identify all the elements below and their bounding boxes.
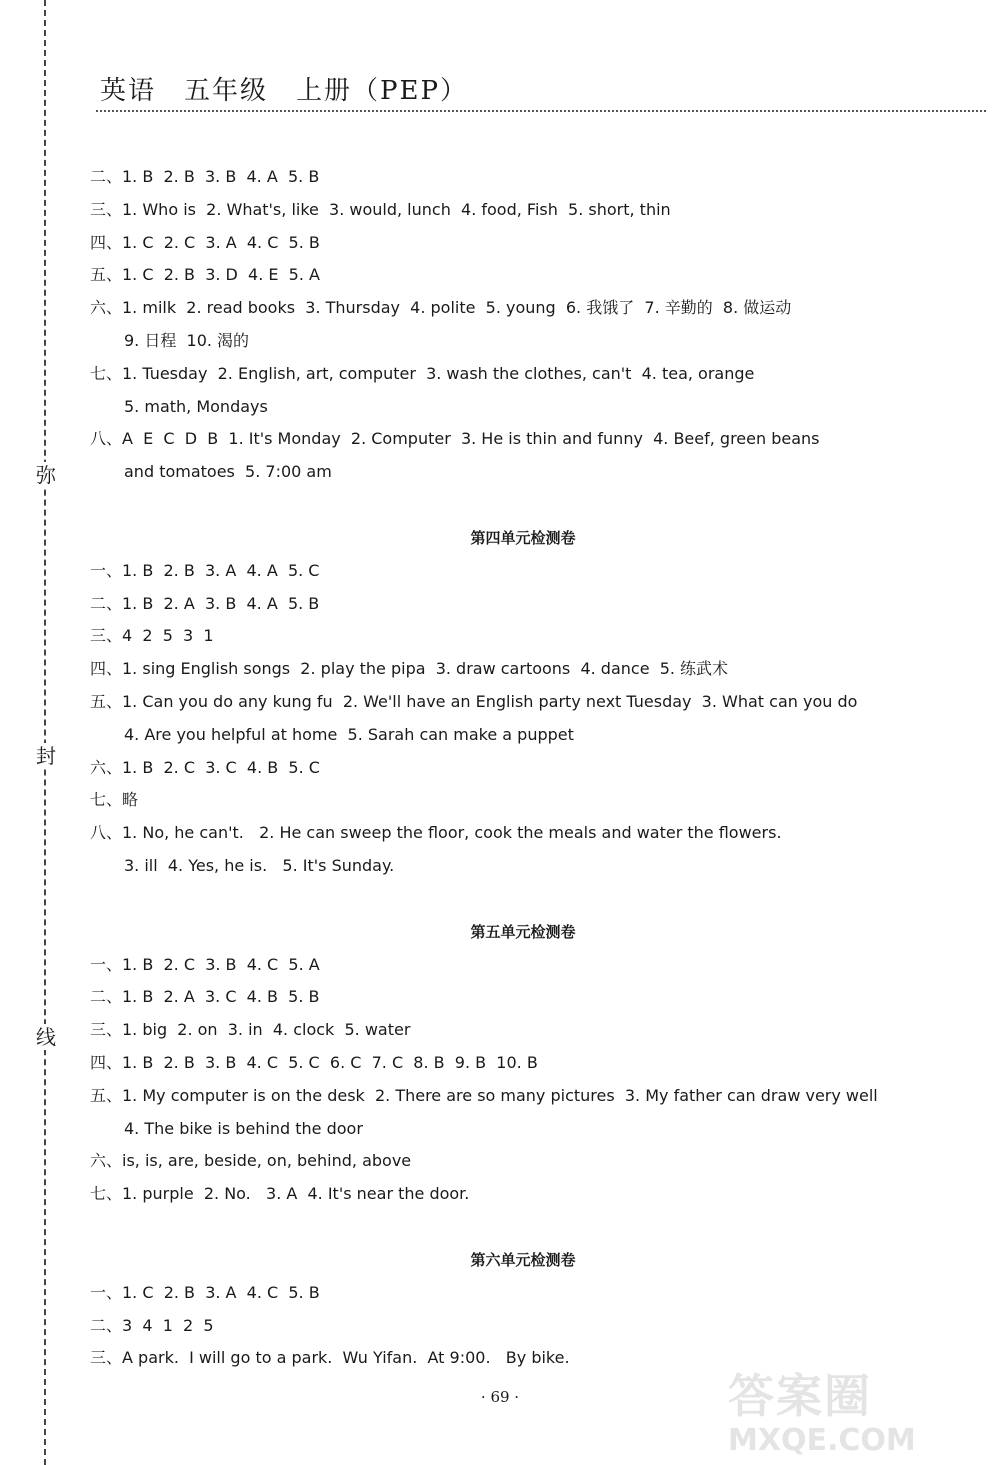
unit5-title: 第五单元检测卷 (470, 922, 576, 941)
answer-line-continued: 9. 日程 10. 渴的 (124, 330, 250, 350)
page-header-title: 英语 五年级 上册（PEP） (100, 76, 468, 106)
answer-line: 五、1. My computer is on the desk 2. There are so many pictures 3. My father can draw very well (90, 1085, 878, 1105)
answer-line: 二、1. B 2. A 3. C 4. B 5. B (90, 987, 320, 1007)
watermark-main-text: 答案圈 (728, 1369, 872, 1423)
answer-line: 五、1. Can you do any kung fu 2. We'll have an English party next Tuesday 3. What can you do (90, 691, 858, 711)
answer-line-continued: 4. The bike is behind the door (124, 1118, 363, 1138)
answer-line: 七、1. Tuesday 2. English, art, computer 3. wash the clothes, can't 4. tea, orange (90, 363, 755, 383)
binding-char-xian: 线 (36, 1025, 56, 1049)
answer-line: 七、1. purple 2. No. 3. A 4. It's near the door. (90, 1184, 470, 1204)
answer-line: 四、1. C 2. C 3. A 4. C 5. B (90, 232, 320, 252)
binding-char-mi: 弥 (36, 463, 56, 487)
header-dotted-rule (96, 110, 986, 112)
answer-line-continued: 3. ill 4. Yes, he is. 5. It's Sunday. (124, 855, 395, 875)
answer-line: 四、1. B 2. B 3. B 4. C 5. C 6. C 7. C 8. B 9. B 10. B (90, 1052, 538, 1072)
answer-line: 六、is, is, are, beside, on, behind, above (90, 1151, 412, 1171)
answer-line: 三、A park. I will go to a park. Wu Yifan. At 9:00. By bike. (90, 1348, 570, 1368)
binding-dashed-line (44, 0, 46, 1465)
answer-line: 三、1. big 2. on 3. in 4. clock 5. water (90, 1020, 411, 1040)
answer-line: 四、1. sing English songs 2. play the pipa 3. draw cartoons 4. dance 5. 练武术 (90, 659, 729, 679)
answer-line: 六、1. B 2. C 3. C 4. B 5. C (90, 757, 320, 777)
unit4-title: 第四单元检测卷 (470, 528, 576, 547)
answer-line: 一、1. C 2. B 3. A 4. C 5. B (90, 1282, 320, 1302)
unit4-block (90, 555, 970, 883)
answer-line: 三、4 2 5 3 1 (90, 626, 214, 646)
unit6-block (90, 1277, 970, 1375)
answer-line-continued: 5. math, Mondays (124, 396, 268, 416)
answer-line: 二、3 4 1 2 5 (90, 1315, 214, 1335)
unit3-continued-block (90, 161, 970, 489)
answer-line-continued: 4. Are you helpful at home 5. Sarah can make a puppet (124, 724, 574, 744)
answer-line: 八、A E C D B 1. It's Monday 2. Computer 3. He is thin and funny 4. Beef, green beans (90, 429, 820, 449)
answer-line: 八、1. No, he can't. 2. He can sweep the floor, cook the meals and water the flowers. (90, 823, 782, 843)
binding-char-feng: 封 (36, 744, 56, 768)
unit5-block (90, 949, 970, 1211)
watermark-sub-text: MXQE.COM (728, 1423, 916, 1458)
answer-line: 五、1. C 2. B 3. D 4. E 5. A (90, 265, 320, 285)
page-number: · 69 · (480, 1388, 520, 1406)
answer-line-continued: and tomatoes 5. 7:00 am (124, 462, 332, 482)
answer-line: 一、1. B 2. C 3. B 4. C 5. A (90, 954, 320, 974)
unit6-title: 第六单元检测卷 (470, 1250, 576, 1269)
answer-line: 三、1. Who is 2. What's, like 3. would, lunch 4. food, Fish 5. short, thin (90, 199, 671, 219)
answer-line: 七、略 (90, 790, 139, 810)
answer-line: 六、1. milk 2. read books 3. Thursday 4. polite 5. young 6. 我饿了 7. 辛勤的 8. 做运动 (90, 298, 792, 318)
watermark-logo (728, 1368, 916, 1458)
answer-line: 一、1. B 2. B 3. A 4. A 5. C (90, 560, 320, 580)
answer-line: 二、1. B 2. A 3. B 4. A 5. B (90, 593, 320, 613)
answer-line: 二、1. B 2. B 3. B 4. A 5. B (90, 167, 320, 186)
answer-content (90, 161, 970, 1375)
